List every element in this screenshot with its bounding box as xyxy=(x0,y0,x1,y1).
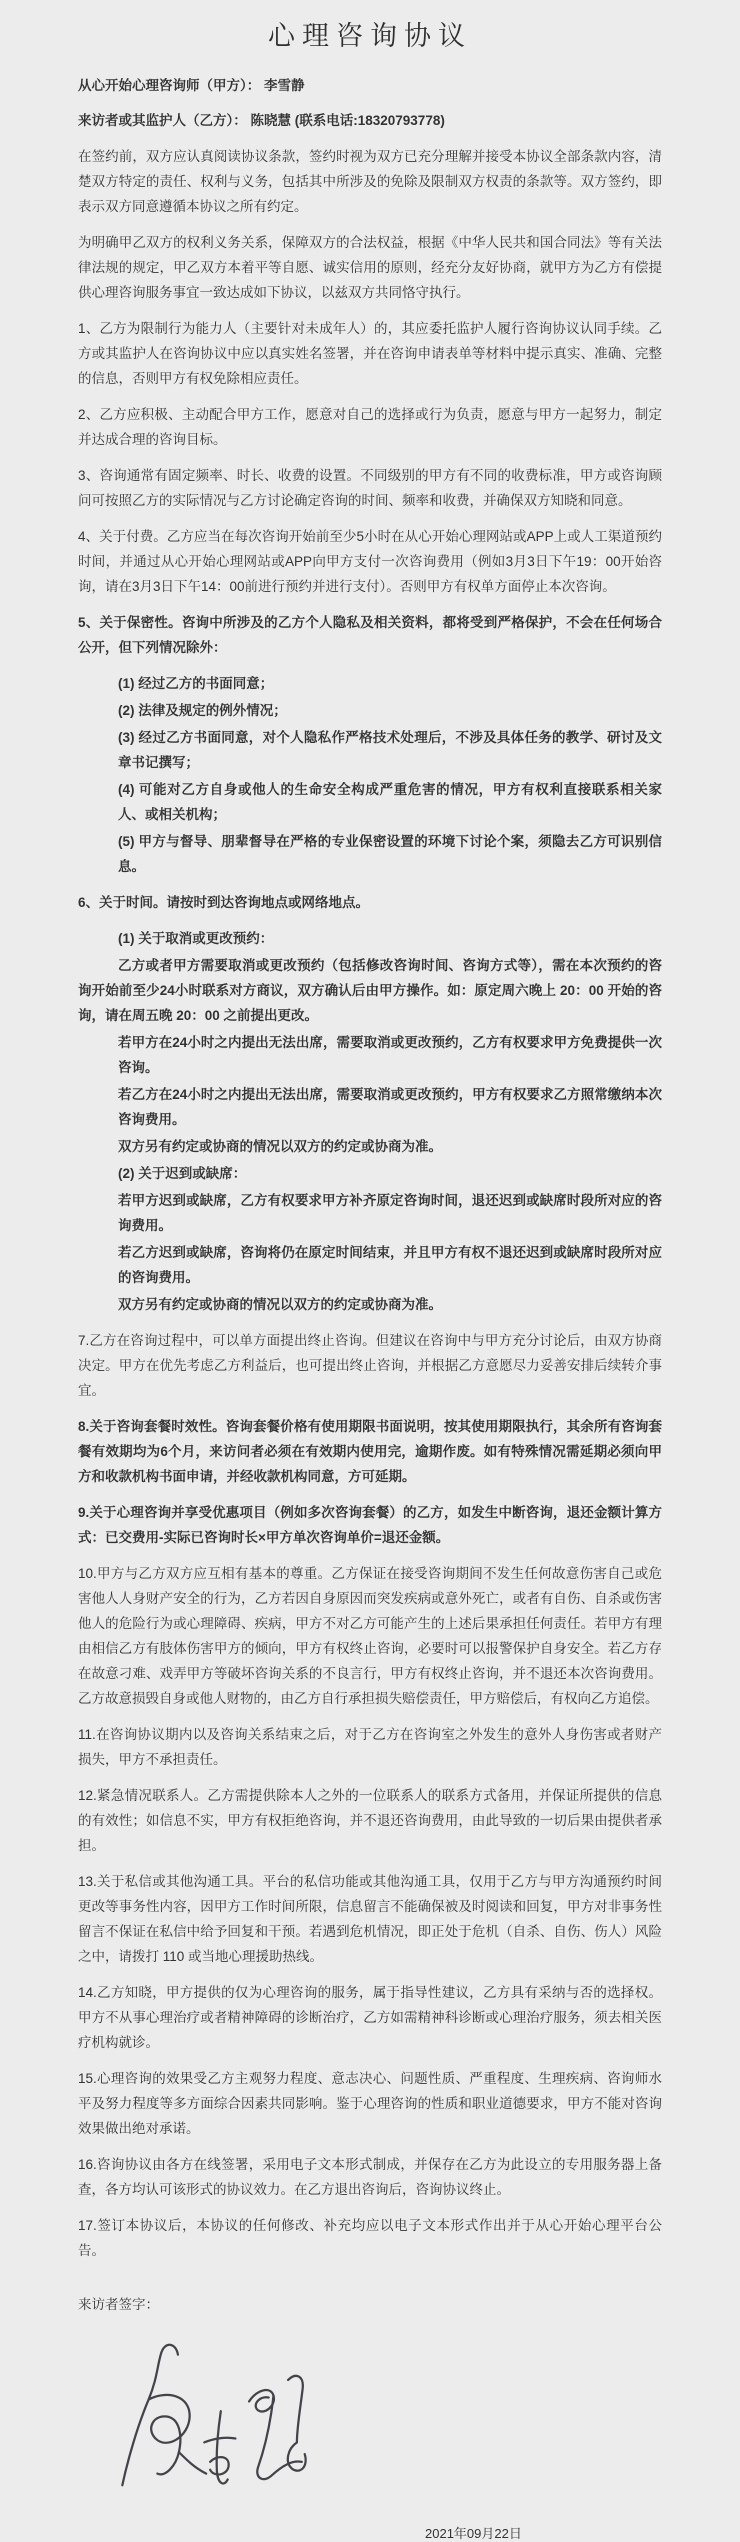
agreement-clause: 9.关于心理咨询并享受优惠项目（例如多次咨询套餐）的乙方，如发生中断咨询，退还金额计算方式：已交费用-实际已咨询时长×甲方单次咨询单价=退还金额。 xyxy=(78,1505,662,1545)
agreement-clause: 11.在咨询协议期内以及咨询关系结束之后，对于乙方在咨询室之外发生的意外人身伤害或者财产损失，甲方不承担责任。 xyxy=(78,1727,662,1767)
date-label: 2021年09月22日 xyxy=(425,2526,522,2541)
signature-stroke xyxy=(257,2396,302,2480)
agreement-clause: 若乙方迟到或缺席，咨询将仍在原定时间结束，并且甲方有权不退还迟到或缺席时段所对应的咨询费用。 xyxy=(118,1245,662,1285)
agreement-clause: 12.紧急情况联系人。乙方需提供除本人之外的一位联系人的联系方式备用，并保证所提供的信息的有效性；如信息不实，甲方有权拒绝咨询，并不退还咨询费用，由此导致的一切后果由提供者承担。 xyxy=(78,1788,662,1853)
signature-stroke xyxy=(288,2442,306,2470)
signature-stroke xyxy=(288,2376,303,2442)
agreement-clause: 乙方或者甲方需要取消或更改预约（包括修改咨询时间、咨询方式等），需在本次预约的咨询开始前至少24小时联系对方商议，双方确认后由甲方操作。如：原定周六晚上 20：00 开始的咨询，请在周五晚 20：00 之前提出更改。 xyxy=(78,958,662,1023)
agreement-clause: 为明确甲乙双方的权利义务关系，保障双方的合法权益，根据《中华人民共和国合同法》等有关法律法规的规定，甲乙双方本着平等自愿、诚实信用的原则，经充分友好协商，就甲方为乙方有偿提供心理咨询服务事宜一致达成如下协议，以兹双方共同恪守执行。 xyxy=(78,235,662,300)
signature-stroke xyxy=(249,2390,274,2411)
agreement-clause: (2) 法律及规定的例外情况； xyxy=(118,703,287,718)
agreement-clause: 在签约前，双方应认真阅读协议条款，签约时视为双方已充分理解并接受本协议全部条款内容，清楚双方特定的责任、权利与义务，包括其中所涉及的免除及限制双方权责的条款等。双方签约，即表示双方同意遵循本协议之所有约定。 xyxy=(78,149,662,214)
agreement-clause: 8.关于咨询套餐时效性。咨询套餐价格有使用期限书面说明，按其使用期限执行，其余所有咨询套餐有效期均为6个月，来访问者必须在有效期内使用完，逾期作废。如有特殊情况需延期必须向甲方和收款机构书面申请，并经收款机构同意，方可延期。 xyxy=(78,1419,662,1484)
agreement-clause: 16.咨询协议由各方在线签署，采用电子文本形式制成，并保存在乙方为此设立的专用服务器上备查，各方均认可该形式的协议效力。在乙方退出咨询后，咨询协议终止。 xyxy=(78,2157,662,2197)
agreement-clause: 3、咨询通常有固定频率、时长、收费的设置。不同级别的甲方有不同的收费标准，甲方或咨询顾问可按照乙方的实际情况与乙方讨论确定咨询的时间、频率和收费，并确保双方知晓和同意。 xyxy=(78,468,662,508)
signature-stroke xyxy=(204,2438,235,2443)
agreement-clause: 15.心理咨询的效果受乙方主观努力程度、意志决心、问题性质、严重程度、生理疾病、咨询师水平及努力程度等多方面综合因素共同影响。鉴于心理咨询的性质和职业道德要求，甲方不能对咨询效果做出绝对承诺。 xyxy=(78,2071,662,2136)
agreement-clause: 5、关于保密性。咨询中所涉及的乙方个人隐私及相关资料，都将受到严格保护，不会在任何场合公开，但下列情况除外： xyxy=(78,615,662,655)
agreement-clause: 双方另有约定或协商的情况以双方的约定或协商为准。 xyxy=(118,1139,442,1154)
signature-stroke xyxy=(149,2395,190,2474)
agreement-clause: 若甲方在24小时之内提出无法出席，需要取消或更改预约，乙方有权要求甲方免费提供一次咨询。 xyxy=(118,1035,662,1075)
signature-image xyxy=(116,2339,312,2497)
agreement-clause: 双方另有约定或协商的情况以双方的约定或协商为准。 xyxy=(118,1297,442,1312)
agreement-clause: (4) 可能对乙方自身或他人的生命安全构成严重危害的情况，甲方有权利直接联系相关家人、或相关机构； xyxy=(118,782,662,822)
agreement-clause: 2、乙方应积极、主动配合甲方工作，愿意对自己的选择或行为负责，愿意与甲方一起努力，制定并达成合理的咨询目标。 xyxy=(78,407,662,447)
signature-label: 来访者签字： xyxy=(78,2297,159,2312)
agreement-clause: 10.甲方与乙方双方应互相有基本的尊重。乙方保证在接受咨询期间不发生任何故意伤害自己或危害他人人身财产安全的行为，乙方若因自身原因而突发疾病或意外死亡，或者有自伤、自杀或伤害他人的危险行为或心理障碍、疾病，甲方不对乙方可能产生的上述后果承担任何责任。若甲方有理由相信乙方有肢体伤害甲方的倾向，甲方有权终止咨询，必要时可以报警保护自身安全。若乙方存在故意刁难、戏弄甲方等破坏咨询关系的不良言行，甲方有权终止咨询，并不退还本次咨询费用。乙方故意损毁自身或他人财物的，由乙方自行承担损失赔偿责任，甲方赔偿后，有权向乙方追偿。 xyxy=(78,1566,662,1706)
agreement-clause: 13.关于私信或其他沟通工具。平台的私信功能或其他沟通工具，仅用于乙方与甲方沟通预约时间更改等事务性内容，因甲方工作时间所限，信息留言不能确保被及时阅读和回复，甲方对非事务性留言不保证在私信中给予回复和干预。若遇到危机情况，即正处于危机（自杀、自伤、伤人）风险之中，请拨打 110 或当地心理援助热线。 xyxy=(78,1874,662,1964)
agreement-clause: 4、关于付费。乙方应当在每次咨询开始前至少5小时在从心开始心理网站或APP上或人工渠道预约时间，并通过从心开始心理网站或APP向甲方支付一次咨询费用（例如3月3日下午19：00开始咨询，请在3月3日下午14：00前进行预约并进行支付）。否则甲方有权单方面停止本次咨询。 xyxy=(78,529,662,594)
signature-stroke xyxy=(210,2457,229,2474)
agreement-clause: 17.签订本协议后，本协议的任何修改、补充均应以电子文本形式作出并于从心开始心理平台公告。 xyxy=(78,2218,662,2258)
agreement-clause: (1) 经过乙方的书面同意； xyxy=(118,676,274,691)
agreement-clauses xyxy=(78,144,662,2263)
agreement-clause: 7.乙方在咨询过程中，可以单方面提出终止咨询。但建议在咨询中与甲方充分讨论后，由双方协商决定。甲方在优先考虑乙方利益后，也可提出终止咨询，并根据乙方意愿尽力妥善安排后续转介事宜。 xyxy=(78,1333,662,1398)
agreement-clause: (5) 甲方与督导、朋辈督导在严格的专业保密设置的环境下讨论个案，须隐去乙方可识别信息。 xyxy=(118,834,662,874)
agreement-clause: (2) 关于迟到或缺席： xyxy=(118,1166,247,1181)
agreement-clause: (3) 经过乙方书面同意，对个人隐私作严格技术处理后，不涉及具体任务的教学、研讨及文章书记撰写； xyxy=(118,730,662,770)
counselor-party-line: 从心开始心理咨询师（甲方）： 李雪静 xyxy=(78,78,305,93)
agreement-clause: 14.乙方知晓，甲方提供的仅为心理咨询的服务，属于指导性建议，乙方具有采纳与否的选择权。甲方不从事心理治疗或者精神障碍的诊断治疗，乙方如需精神科诊断或心理治疗服务，须去相关医疗机构就诊。 xyxy=(78,1985,662,2050)
agreement-clause: 若甲方迟到或缺席，乙方有权要求甲方补齐原定咨询时间，退还迟到或缺席时段所对应的咨询费用。 xyxy=(118,1193,662,1233)
signature-stroke xyxy=(179,2452,206,2473)
page-title: 心理咨询协议 xyxy=(268,21,472,51)
agreement-clause: (1) 关于取消或更改预约： xyxy=(118,931,274,946)
signature-stroke xyxy=(122,2345,178,2486)
agreement-clause: 6、关于时间。请按时到达咨询地点或网络地点。 xyxy=(78,895,370,910)
agreement-clause: 1、乙方为限制行为能力人（主要针对未成年人）的，其应委托监护人履行咨询协议认同手续。乙方或其监护人在咨询协议中应以真实姓名签署，并在咨询申请表单等材料中提示真实、准确、完整的信息，否则甲方有权免除相应责任。 xyxy=(78,321,662,386)
visitor-party-line: 来访者或其监护人（乙方）： 陈晓慧 (联系电话:18320793778) xyxy=(78,113,445,128)
agreement-clause: 若乙方在24小时之内提出无法出席，需要取消或更改预约，甲方有权要求乙方照常缴纳本次咨询费用。 xyxy=(118,1087,662,1127)
